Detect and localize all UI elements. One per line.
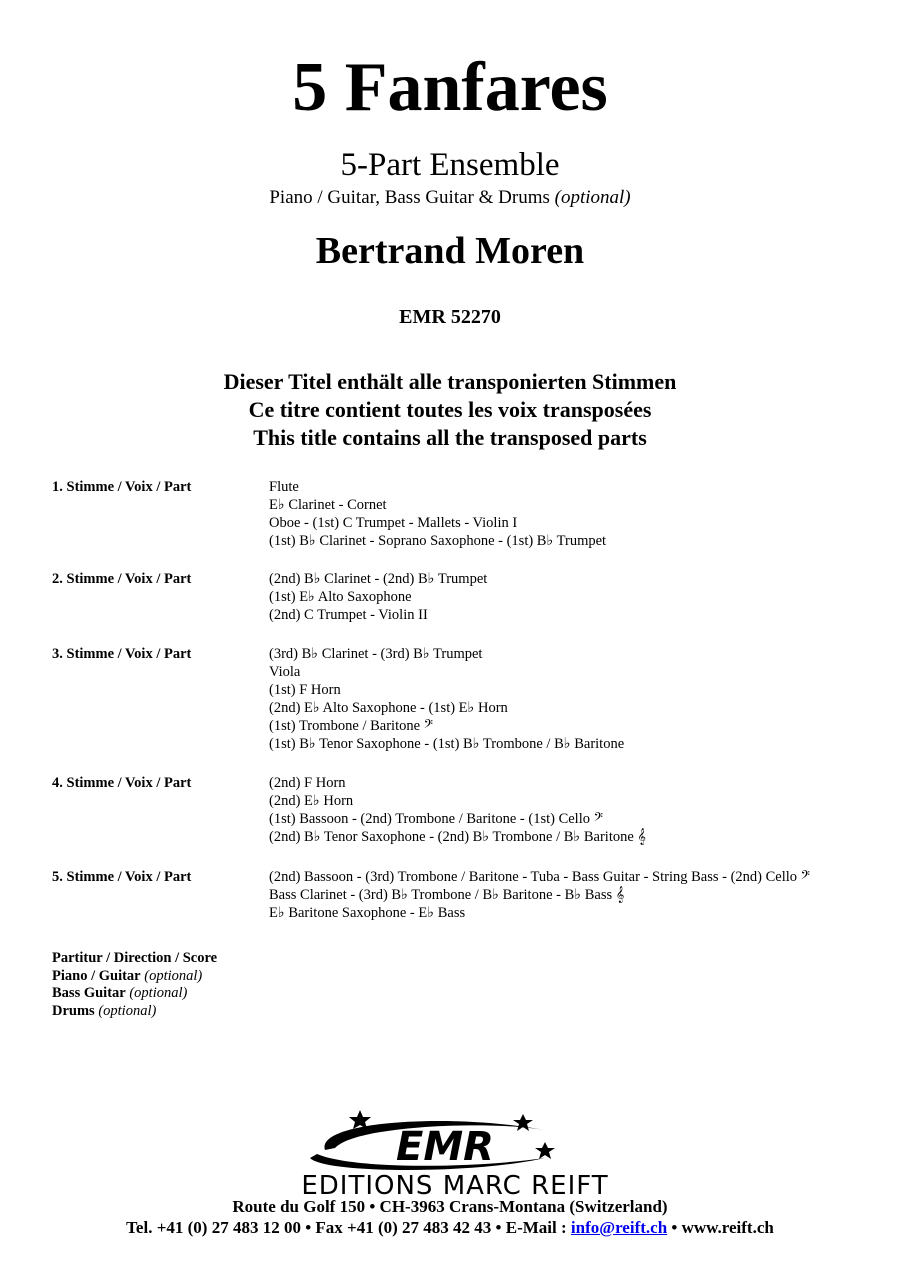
notice-german: Dieser Titel enthält alle transponierten Stimmen: [223, 369, 677, 394]
instrument-line: (1st) B♭ Clarinet - Soprano Saxophone - (1st) B♭ Trumpet: [269, 533, 607, 549]
transposed-parts-notice: [0, 368, 900, 452]
part-1-label: 1. Stimme / Voix / Part: [52, 479, 192, 495]
instrument-line: (2nd) E♭ Horn: [269, 793, 354, 809]
instrument-line: (1st) B♭ Tenor Saxophone - (1st) B♭ Trombone / B♭ Baritone: [269, 736, 625, 752]
part-5-label: 5. Stimme / Voix / Part: [52, 869, 192, 885]
extra-part-note: (optional): [144, 967, 203, 984]
logo-publisher-name: EDITIONS MARC REIFT: [301, 1171, 609, 1198]
extra-part-note: (optional): [129, 985, 188, 1001]
instrument-line: (2nd) B♭ Tenor Saxophone - (2nd) B♭ Trombone / B♭ Baritone 𝄞: [269, 829, 646, 845]
part-1-instruments: [269, 478, 606, 550]
instrument-line: (1st) F Horn: [269, 682, 341, 698]
instrument-line: (1st) Trombone / Baritone 𝄢: [269, 718, 433, 734]
extra-part: [52, 985, 217, 1003]
instrument-line: E♭ Clarinet - Cornet: [269, 497, 387, 513]
composer-name: Bertrand Moren: [315, 230, 585, 272]
logo-emr-text: EMR: [396, 1124, 494, 1170]
instrument-line: (2nd) Bassoon - (3rd) Trombone / Baritone - Tuba - Bass Guitar - String Bass - (2nd) Cello 𝄢: [269, 869, 810, 885]
instrumentation-line: [0, 187, 900, 209]
contact-phone-fax: Tel. +41 (0) 27 483 12 00 • Fax +41 (0) 27 483 42 43 • E-Mail :: [126, 1218, 571, 1237]
instrument-line: Flute: [269, 479, 299, 495]
instrument-line: (1st) E♭ Alto Saxophone: [269, 589, 412, 605]
part-4-label: 4. Stimme / Voix / Part: [52, 775, 192, 791]
instrument-line: Bass Clarinet - (3rd) B♭ Trombone / B♭ Baritone - B♭ Bass 𝄞: [269, 887, 625, 903]
part-5-instruments: [269, 868, 810, 922]
extra-part-name: Piano / Guitar: [52, 967, 141, 984]
instrument-line: (2nd) F Horn: [269, 775, 346, 791]
catalog-number: EMR 52270: [399, 306, 501, 328]
part-3-label: 3. Stimme / Voix / Part: [52, 646, 192, 662]
instrument-line: (2nd) C Trumpet - Violin II: [269, 607, 428, 623]
instrument-line: (3rd) B♭ Clarinet - (3rd) B♭ Trumpet: [269, 646, 483, 662]
extra-part-name: Drums: [52, 1002, 95, 1019]
instrumentation-text: Piano / Guitar, Bass Guitar & Drums: [269, 187, 550, 208]
instrument-line: E♭ Baritone Saxophone - E♭ Bass: [269, 905, 466, 921]
star-icon: [513, 1114, 533, 1131]
contact-website: • www.reift.ch: [667, 1218, 774, 1237]
notice-french: Ce titre contient toutes les voix transposées: [248, 397, 652, 422]
extra-part: [52, 1003, 217, 1021]
publisher-address: Route du Golf 150 • CH-3963 Crans-Montana (Switzerland): [232, 1197, 668, 1216]
publisher-logo: [245, 1108, 665, 1198]
part-4-instruments: [269, 774, 646, 846]
publisher-contact: [0, 1217, 900, 1239]
extra-part: [52, 968, 217, 986]
extra-part-note: (optional): [98, 1002, 157, 1019]
instrumentation-optional: (optional): [554, 187, 631, 208]
extra-part-name: Partitur / Direction / Score: [52, 950, 218, 966]
instrument-line: Oboe - (1st) C Trumpet - Mallets - Violin I: [269, 515, 518, 531]
extra-part: [52, 950, 217, 968]
instrument-line: Viola: [269, 664, 301, 680]
page-title: 5 Fanfares: [292, 49, 608, 126]
instrument-line: (2nd) E♭ Alto Saxophone - (1st) E♭ Horn: [269, 700, 508, 716]
additional-parts-list: [52, 950, 217, 1020]
star-icon: [535, 1142, 555, 1159]
instrument-line: (2nd) B♭ Clarinet - (2nd) B♭ Trumpet: [269, 571, 488, 587]
ensemble-subtitle: 5-Part Ensemble: [340, 147, 560, 183]
instrument-line: (1st) Bassoon - (2nd) Trombone / Baritone - (1st) Cello 𝄢: [269, 811, 603, 827]
part-2-instruments: [269, 570, 487, 624]
notice-english: This title contains all the transposed parts: [253, 425, 647, 450]
extra-part-name: Bass Guitar: [52, 985, 126, 1001]
part-2-label: 2. Stimme / Voix / Part: [52, 571, 192, 587]
email-link[interactable]: info@reift.ch: [570, 1218, 668, 1237]
part-3-instruments: [269, 645, 624, 753]
